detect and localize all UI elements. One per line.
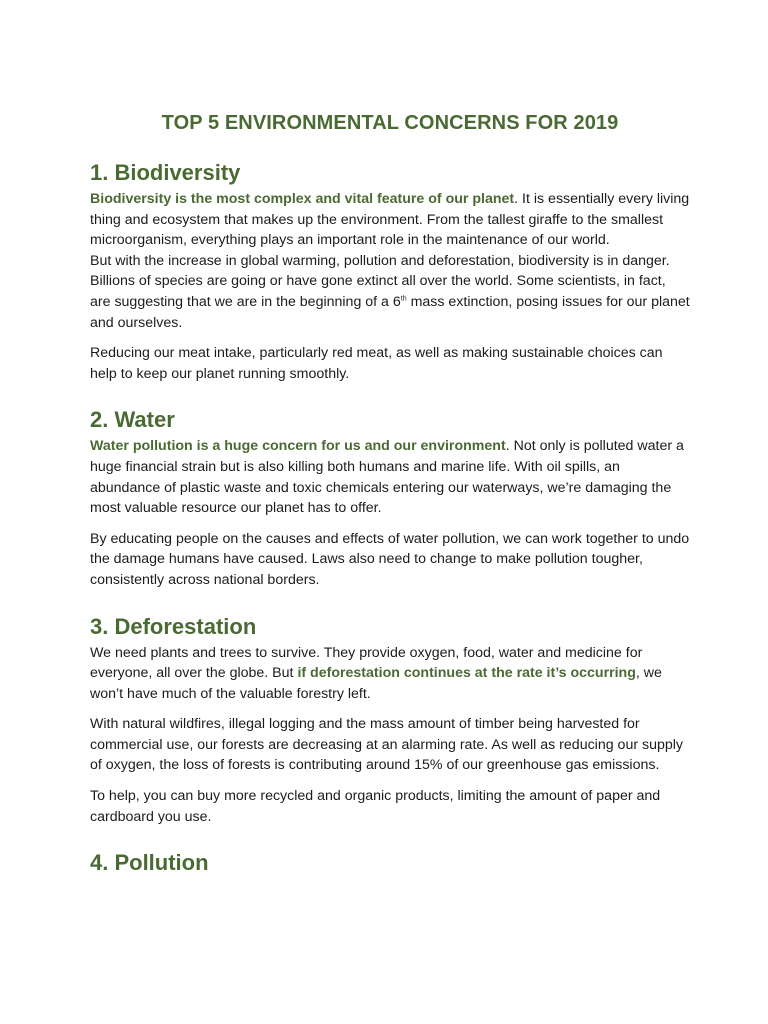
water-highlight: Water pollution is a huge concern for us and our environment — [90, 438, 506, 455]
deforestation-paragraph-3: To help, you can buy more recycled and organic products, limiting the amount of paper and cardboard you use. — [90, 788, 661, 825]
section-biodiversity — [90, 159, 690, 384]
document-page — [90, 112, 690, 899]
biodiversity-paragraph-2-text-a: But with the increase in global warming, pollution and deforestation, biodiversity is in danger. Billions of species are going or have gone extinct all over the world. Some scientists, in fact, are suggesting that we are in the beginning of a 6 — [90, 252, 670, 310]
section-heading-water: 2. Water — [90, 407, 175, 433]
section-heading-pollution: 4. Pollution — [90, 850, 209, 876]
section-water — [90, 406, 690, 590]
water-paragraph-2: By educating people on the causes and effects of water pollution, we can work together to undo the damage humans have caused. Laws also need to change to make pollution tougher, consistently across national borders. — [90, 530, 690, 588]
biodiversity-paragraph-3: Reducing our meat intake, particularly red meat, as well as making sustainable choices can help to keep our planet running smoothly. — [90, 345, 663, 382]
section-deforestation — [90, 613, 690, 828]
ordinal-suffix: th — [400, 295, 407, 303]
deforestation-highlight: if deforestation continues at the rate it’s occurring — [297, 665, 636, 682]
deforestation-paragraph-1-text-b: , we won’t have much of the valuable forestry left. — [90, 665, 662, 702]
water-paragraph-1-text: . Not only is polluted water a huge financial strain but is also killing both humans and marine life. With oil spills, an abundance of plastic waste and toxic chemicals entering our waterways, we’re damaging the most valuable resource our planet has to offer. — [90, 438, 684, 517]
section-pollution — [90, 849, 690, 877]
deforestation-paragraph-1-text-a: We need plants and trees to survive. They provide oxygen, food, water and medicine for everyone, all over the globe. But — [90, 644, 643, 682]
deforestation-paragraph-1 — [90, 643, 690, 705]
section-heading-biodiversity: 1. Biodiversity — [90, 160, 241, 185]
water-paragraph-1 — [90, 436, 690, 518]
document-title: TOP 5 ENVIRONMENTAL CONCERNS FOR 2019 — [161, 112, 619, 134]
deforestation-paragraph-2: With natural wildfires, illegal logging and the mass amount of timber being harvested for commercial use, our forests are decreasing at an alarming rate. As well as reducing our supply of oxygen, the loss of forests is contributing around 15% of our greenhouse gas emissions. — [90, 716, 684, 774]
biodiversity-paragraph-1 — [90, 189, 690, 251]
biodiversity-paragraph-1-text: . It is essentially every living thing and ecosystem that makes up the environment. From the tallest giraffe to the smallest microorganism, everything plays an important role in the maintenance of our world. — [90, 191, 690, 249]
section-heading-deforestation: 3. Deforestation — [90, 613, 257, 639]
biodiversity-paragraph-2-text-b: mass extinction, posing issues for our planet and ourselves. — [90, 293, 690, 331]
biodiversity-paragraph-2 — [90, 251, 690, 333]
biodiversity-highlight: Biodiversity is the most complex and vital feature of our planet — [90, 191, 515, 207]
